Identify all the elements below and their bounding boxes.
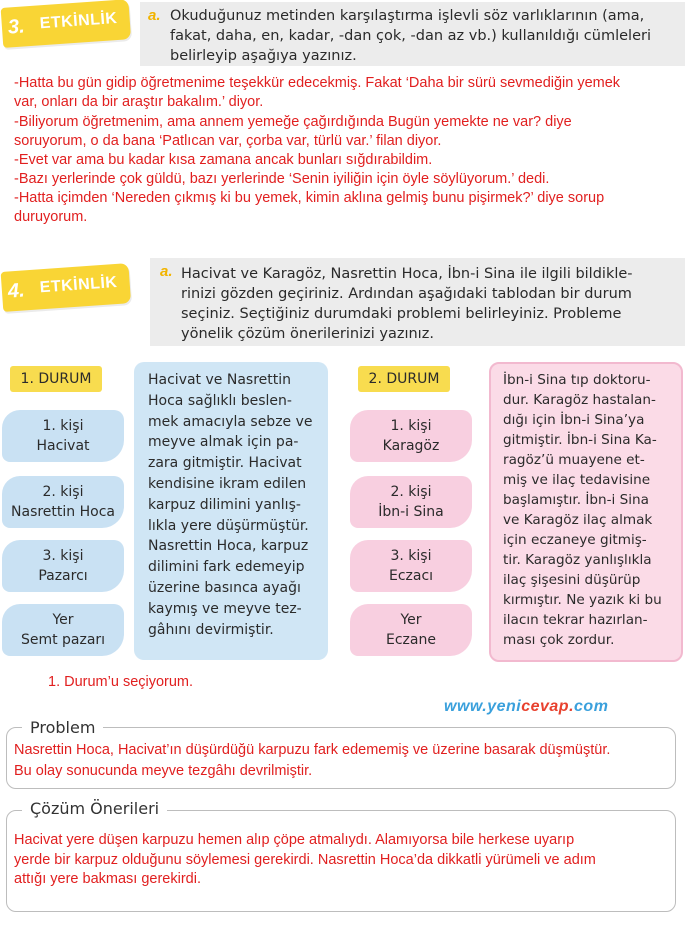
story-line: meyve almak için pa- [148,434,299,451]
chip-label: 1. kişi [390,418,432,434]
site-dot: . [569,698,575,715]
instruction-line: yönelik çözüm önerilerinizi yazınız. [181,326,434,342]
story-line: ve Karagöz ilaç almak [503,512,653,528]
answer-line: -Bazı yerlerinde çok güldü, bazı yerlerinde ‘Senin iyiliğin için öyle söylüyorum.’ dedi. [14,171,550,187]
solutions-title: Çözüm Önerileri [22,799,167,818]
story-line: ması çok zordur. [503,632,615,648]
activity-label: ETKİNLİK [39,273,118,297]
activity-4-badge [1,263,131,312]
situation-1-person-3 [2,540,124,592]
instruction-marker: a. [160,263,173,280]
situation-1-story [134,362,328,660]
story-line: başlamıştır. İbn-i Sina [503,492,649,508]
instruction-line: rinizi gözden geçiriniz. Ardından aşağıdaki tablodan bir durum [181,286,632,302]
problem-line: Bu olay sonucunda meyve tezgâhı devrilmiştir. [14,763,313,779]
chip-label: Yer [400,612,422,628]
chip-value: Nasrettin Hoca [11,504,115,520]
chip-value: Eczane [386,632,436,648]
story-line: kırmıştır. Ne yazık ki bu [503,592,662,608]
story-line: Hoca sağlıklı beslen- [148,392,292,409]
selection-answer: 1. Durum’u seçiyorum. [48,674,194,690]
story-line: zara gitmiştir. Hacivat [148,455,302,472]
chip-value: Hacivat [36,438,90,454]
solutions-line: yerde bir karpuz olduğunu söylemesi gerekirdi. Nasrettin Hoca’da dikkatli yürümeli ve adım [14,852,596,868]
story-line: lıkla yere düşürmüştür. [148,517,309,534]
instruction-line: Hacivat ve Karagöz, Nasrettin Hoca, İbn-i Sina ile ilgili bildikle- [181,266,633,282]
site-part-highlight: cevap [521,698,570,715]
solutions-line: attığı yere bakması gerekirdi. [14,871,201,887]
instruction-marker: a. [148,7,161,24]
answer-line: -Evet var ama bu kadar kısa zamana ancak bunları sığdırabildim. [14,152,433,168]
story-line: dığı için İbn-i Sina’ya [503,412,645,428]
situation-1-place [2,604,124,656]
story-line: dur. Karagöz hastalan- [503,392,656,408]
story-line: üzerine basınca ayağı [148,579,301,596]
situation-2-person-1 [350,410,472,462]
answer-line: var, onları da bir araştır bakalım.’ diyor. [14,94,264,110]
answer-line: -Hatta içimden ‘Nereden çıkmış ki bu yemek, kimin aklına gelmiş bunu pişirmek?’ diye sorup [14,190,605,206]
site-part: www.yeni [444,698,522,715]
situation-2-title: 2. DURUM [358,366,450,392]
story-line: miş ve ilaç tedavisine [503,472,651,488]
story-line: kaymış ve meyve tez- [148,600,302,617]
answer-line: soruyorum, o da bana ‘Patlıcan var, çorba var, türlü var.’ filan diyor. [14,133,442,149]
story-line: tir. Karagöz yanlışlıkla [503,552,652,568]
story-line: ragöz’ü muayene et- [503,452,645,468]
situation-2-person-3 [350,540,472,592]
activity-label: ETKİNLİK [39,9,118,33]
website-watermark [444,698,608,716]
chip-value: Semt pazarı [20,632,106,648]
problem-title: Problem [22,718,103,737]
activity-number: 3. [7,15,26,39]
problem-line: Nasrettin Hoca, Hacivat’ın düşürdüğü karpuzu fark edememiş ve üzerine basarak düşmüştür. [14,742,611,758]
chip-label: 2. kişi [390,484,432,500]
chip-value: Eczacı [388,568,434,584]
situation-2-person-2 [350,476,472,528]
story-line: karpuz dilimini yanlış- [148,496,301,513]
story-line: için eczaneye gitmiş- [503,532,647,548]
situation-1-person-2 [2,476,124,528]
chip-value: Karagöz [382,438,440,454]
situation-2-story [489,362,683,662]
story-line: İbn-i Sina tıp doktoru- [503,372,651,388]
chip-label: Yer [52,612,74,628]
chip-label: 3. kişi [390,548,432,564]
site-part: com [574,698,609,715]
chip-value: Pazarcı [38,568,88,584]
activity-number: 4. [7,279,26,303]
story-line: mek amacıyla sebze ve [148,413,313,430]
story-line: Hacivat ve Nasrettin [148,372,291,388]
story-line: ilacın tekrar hazırlan- [503,612,648,628]
story-line: gitmiştir. İbn-i Sina Ka- [503,432,657,448]
answer-line: duruyorum. [14,209,88,225]
instruction-line: Okuduğunuz metinden karşılaştırma işlevli söz varlıklarının (ama, [170,8,645,24]
chip-label: 2. kişi [42,484,84,500]
situation-2-place [350,604,472,656]
story-line: Nasrettin Hoca, karpuz [148,538,309,555]
chip-label: 1. kişi [42,418,84,434]
activity-3-badge [1,0,131,48]
instruction-line: seçiniz. Seçtiğiniz durumdaki problemi belirleyiniz. Probleme [181,306,622,322]
situation-1-title: 1. DURUM [10,366,102,392]
story-line: gâhını devirmiştir. [148,621,274,638]
story-line: dilimini fark edemeyip [148,559,305,576]
story-line: ilaç şişesini düşürüp [503,572,641,588]
solutions-line: Hacivat yere düşen karpuzu hemen alıp çöpe atmalıydı. Alamıyorsa bile herkese uyarıp [14,832,575,848]
situation-1-person-1 [2,410,124,462]
instruction-line: belirleyip aşağıya yazınız. [170,48,357,64]
chip-label: 3. kişi [42,548,84,564]
answer-line: -Biliyorum öğretmenim, ama annem yemeğe çağırdığında Bugün yemekte ne var? diye [14,114,572,130]
chip-value: İbn-i Sina [378,504,444,520]
instruction-line: fakat, daha, en, kadar, -dan çok, -dan az vb.) kullanıldığı cümleleri [170,28,651,44]
story-line: kendisine ikram edilen [148,475,307,492]
answer-line: -Hatta bu gün gidip öğretmenime teşekkür edecekmiş. Fakat ‘Daha bir sürü sevmediğin yemek [14,75,621,91]
